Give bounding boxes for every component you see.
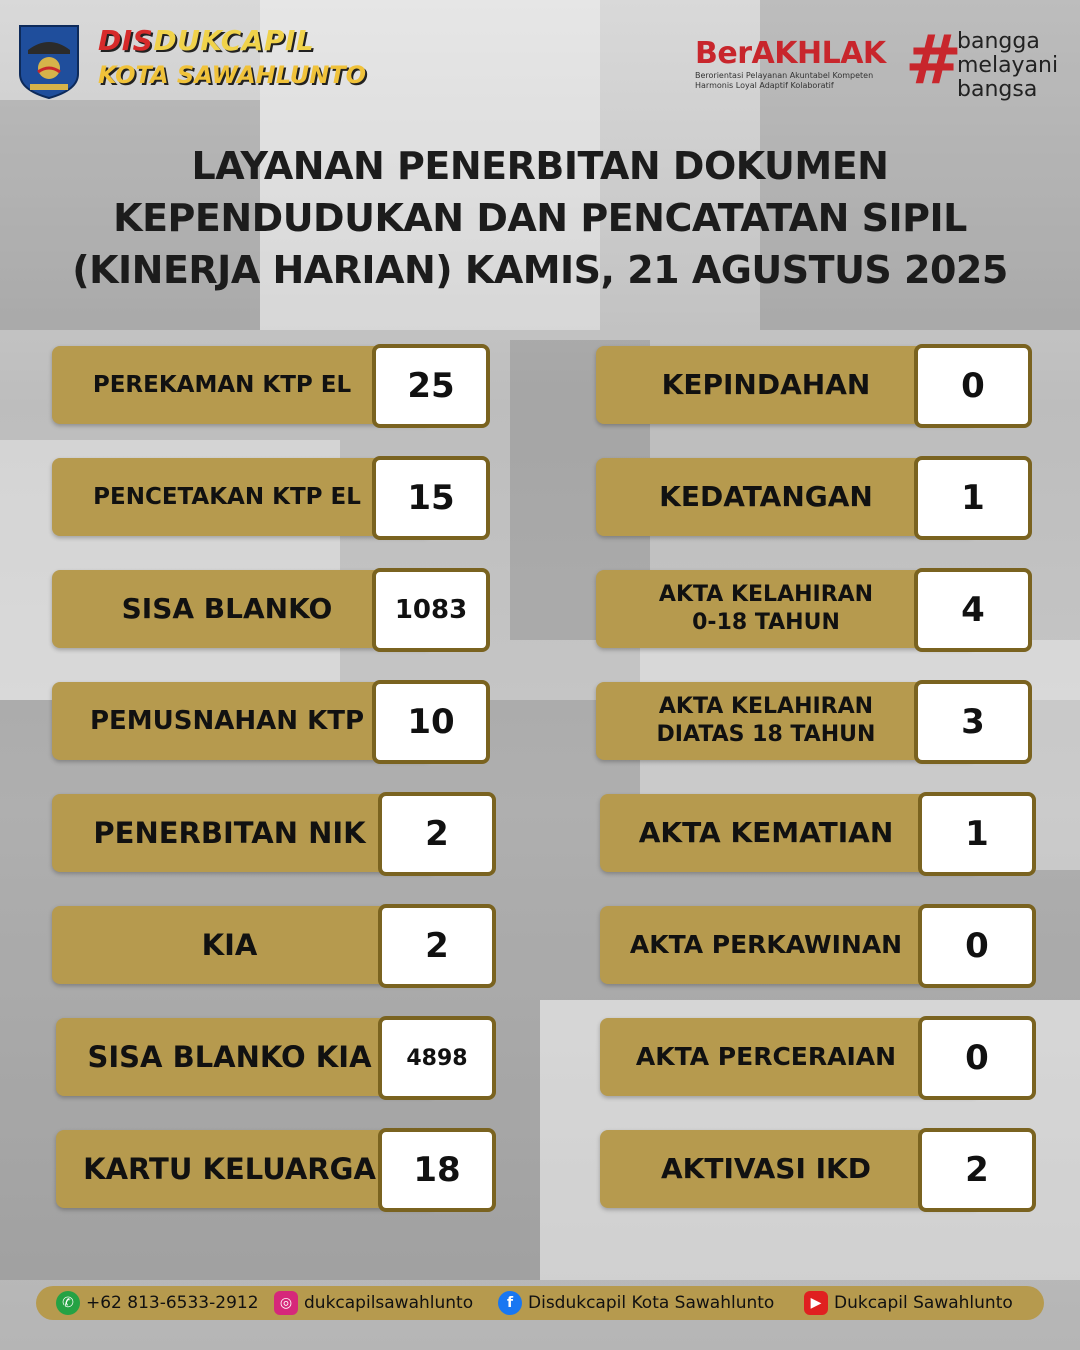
stat-value: 3 — [914, 680, 1032, 764]
stat-row-pemusnahan-ktp — [52, 680, 492, 762]
stat-row-kepindahan — [596, 344, 1034, 426]
stat-row-penerbitan-nik — [52, 792, 498, 874]
stat-label: AKTA PERKAWINAN — [629, 930, 903, 959]
hashtag-symbol: # — [905, 21, 962, 100]
youtube-text: Dukcapil Sawahlunto — [834, 1293, 1013, 1313]
berakhlak-subtitle-2: Harmonis Loyal Adaptif Kolaboratif — [695, 81, 834, 90]
stat-row-sisa-blanko-kia — [56, 1016, 498, 1098]
stat-label: AKTA KELAHIRAN 0-18 TAHUN — [658, 582, 874, 635]
stat-value: 0 — [918, 904, 1036, 988]
page-title — [0, 140, 1080, 296]
stat-label: AKTIVASI IKD — [660, 1152, 871, 1185]
title-line-1: LAYANAN PENERBITAN DOKUMEN — [191, 144, 889, 188]
stat-label: PEREKAMAN KTP EL — [92, 372, 352, 398]
instagram-icon: ◎ — [274, 1291, 298, 1315]
stat-label: PENCETAKAN KTP EL — [93, 484, 361, 510]
facebook-icon: f — [498, 1291, 522, 1315]
brand-city: KOTA SAWAHLUNTO — [98, 61, 367, 89]
berakhlak-title: BerAKHLAK — [695, 36, 886, 71]
stat-row-kartu-keluarga — [56, 1128, 498, 1210]
stat-value: 2 — [378, 904, 496, 988]
stat-value: 0 — [914, 344, 1032, 428]
hash-word-1: bangga — [957, 29, 1040, 54]
stat-value: 1 — [914, 456, 1032, 540]
hash-word-2: melayani — [957, 53, 1059, 78]
stat-label: AKTA PERCERAIAN — [635, 1042, 897, 1071]
city-emblem-icon — [16, 20, 82, 100]
agency-brand — [98, 24, 366, 89]
brand-part-dis: DIS — [98, 24, 154, 57]
stat-label: KIA — [201, 928, 258, 962]
berakhlak-logo — [695, 36, 905, 91]
stat-row-kia — [52, 904, 498, 986]
stat-value: 15 — [372, 456, 490, 540]
footer-instagram[interactable] — [274, 1291, 473, 1315]
footer-facebook[interactable] — [498, 1291, 774, 1315]
stat-row-perekaman-ktp-el — [52, 344, 492, 426]
stat-row-akta-perkawinan — [600, 904, 1038, 986]
stat-value: 4 — [914, 568, 1032, 652]
stat-row-akta-kematian — [600, 792, 1038, 874]
stat-label: SISA BLANKO — [121, 592, 333, 625]
stat-value: 2 — [918, 1128, 1036, 1212]
stat-label: KARTU KELUARGA — [83, 1152, 376, 1186]
stat-value: 2 — [378, 792, 496, 876]
title-line-3: (KINERJA HARIAN) KAMIS, 21 AGUSTUS 2025 — [72, 248, 1008, 292]
stat-row-akta-kelahiran-0-18 — [596, 568, 1034, 650]
footer-youtube[interactable] — [804, 1291, 1013, 1315]
stat-value: 4898 — [378, 1016, 496, 1100]
stat-value: 10 — [372, 680, 490, 764]
stat-label: PEMUSNAHAN KTP — [89, 706, 365, 736]
stat-row-pencetakan-ktp-el — [52, 456, 492, 538]
stat-row-kedatangan — [596, 456, 1034, 538]
stat-value: 1 — [918, 792, 1036, 876]
footer-phone[interactable] — [56, 1291, 259, 1315]
stat-value: 1083 — [372, 568, 490, 652]
stat-row-akta-perceraian — [600, 1016, 1038, 1098]
berakhlak-subtitle-1: Berorientasi Pelayanan Akuntabel Kompeten — [695, 71, 874, 80]
stat-row-aktivasi-ikd — [600, 1128, 1038, 1210]
stat-label: KEDATANGAN — [659, 480, 873, 513]
stat-label: SISA BLANKO KIA — [87, 1040, 372, 1074]
facebook-text: Disdukcapil Kota Sawahlunto — [528, 1293, 775, 1313]
bangga-melayani-bangsa-logo — [905, 21, 1065, 102]
instagram-text: dukcapilsawahlunto — [304, 1293, 474, 1313]
brand-part-dukcapil: DUKCAPIL — [153, 24, 315, 57]
stat-label: AKTA KELAHIRAN DIATAS 18 TAHUN — [656, 694, 876, 747]
phone-text: +62 813-6533-2912 — [86, 1293, 259, 1313]
stat-label: PENERBITAN NIK — [93, 816, 366, 850]
hash-word-3: bangsa — [957, 77, 1038, 102]
stat-row-akta-kelahiran-diatas-18 — [596, 680, 1034, 762]
stat-label: KEPINDAHAN — [661, 368, 871, 401]
whatsapp-icon: ✆ — [56, 1291, 80, 1315]
stat-label: AKTA KEMATIAN — [638, 816, 894, 849]
stat-value: 18 — [378, 1128, 496, 1212]
youtube-icon: ▶ — [804, 1291, 828, 1315]
contact-footer — [36, 1286, 1044, 1320]
stat-row-sisa-blanko — [52, 568, 492, 650]
title-line-2: KEPENDUDUKAN DAN PENCATATAN SIPIL — [113, 196, 967, 240]
stat-value: 0 — [918, 1016, 1036, 1100]
stat-value: 25 — [372, 344, 490, 428]
